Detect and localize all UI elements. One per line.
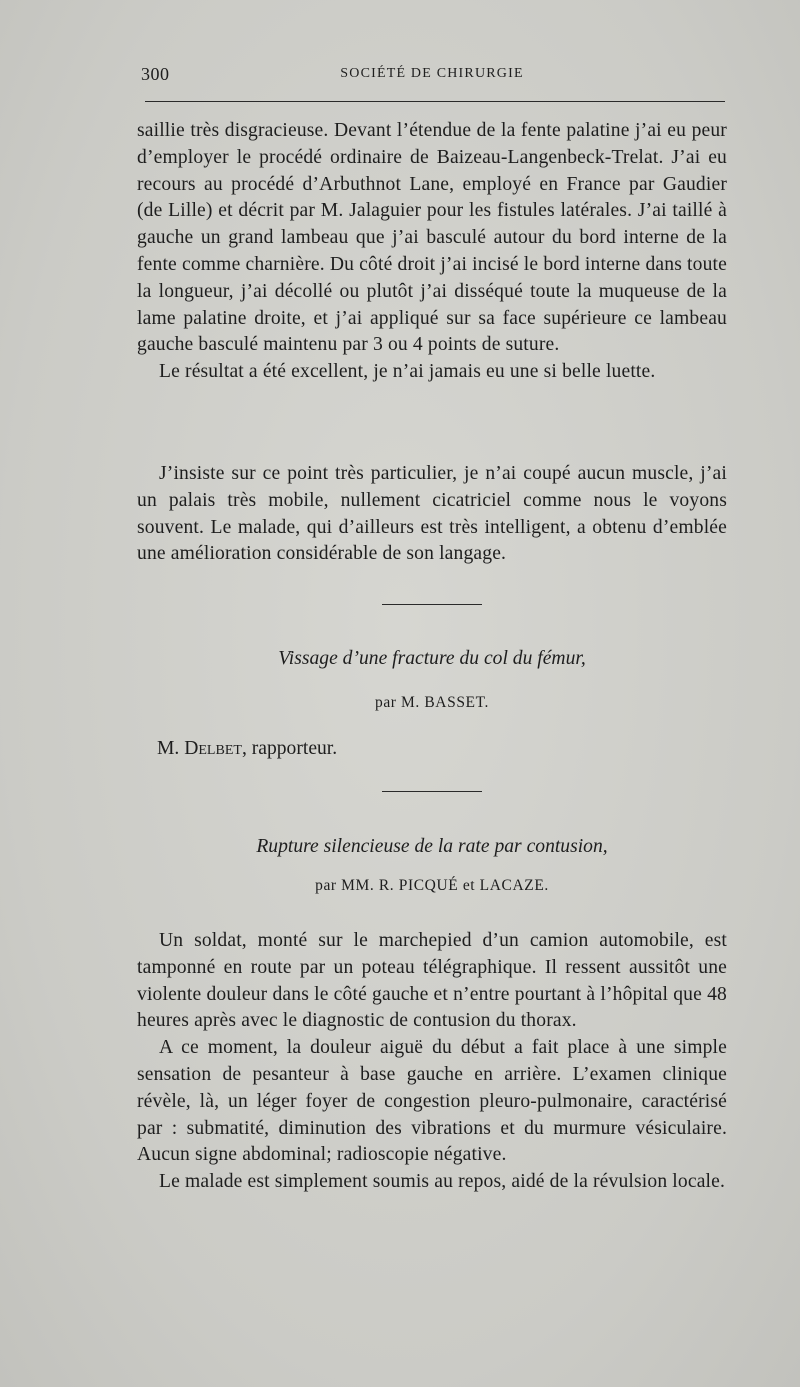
- paragraph: saillie très disgracieuse. Devant l’étendue de la fente palatine j’ai eu peur d’employer le procédé ordinaire de Baizeau-Langenbeck-Trelat. J’ai eu recours au procédé d’Arbuthnot Lane, employé en France par Gaudier (de Lille) et décrit par M. Jalaguier pour les fistules latérales. J’ai taillé à gauche un grand lambeau que j’ai basculé autour du bord interne de la fente comme charnière. Du côté droit j’ai incisé le bord interne dans toute la longueur, j’ai décollé ou plutôt j’ai disséqué toute la muqueuse de la lame palatine droite, et j’ai appliqué sur sa face supérieure ce lambeau gauche basculé maintenu par 3 ou 4 points de suture.: [137, 120, 727, 356]
- page-number: 300: [141, 64, 170, 84]
- page-header: [137, 64, 727, 88]
- article-title: Vissage d’une fracture du col du fémur,: [278, 648, 586, 669]
- article-title: Rupture silencieuse de la rate par contusion,: [256, 836, 608, 857]
- rapporteur-suffix: , rapporteur.: [241, 738, 338, 759]
- paragraph: A ce moment, la douleur aiguë du début a fait place à une simple sensation de pesanteur à base gauche en arrière. L’examen clinique révèle, là, un léger foyer de congestion pleuro-pulmonaire, caractérisé par : submatité, diminution des vibrations et du murmure vésiculaire. Aucun signe abdominal; radioscopie négative.: [137, 1037, 727, 1166]
- header-rule: [145, 101, 725, 102]
- article-byline: par M. BASSET.: [374, 694, 490, 711]
- running-title: SOCIÉTÉ DE CHIRURGIE: [340, 66, 524, 81]
- paragraph: Le malade est simplement soumis au repos, aidé de la révulsion locale.: [159, 1171, 726, 1193]
- rapporteur-prefix: M.: [157, 738, 185, 759]
- section1-closing-text: [137, 461, 727, 568]
- section-separator: [382, 604, 482, 605]
- paragraph: J’insiste sur ce point très particulier, je n’ai coupé aucun muscle, j’ai un palais très mobile, nullement cicatriciel comme nous le voyons souvent. Le malade, qui d’ailleurs est très intelligent, a obtenu d’emblée une amélioration considérable de son langage.: [137, 463, 727, 565]
- paragraph: Le résultat a été excellent, je n’ai jamais eu une si belle luette.: [159, 361, 656, 383]
- section1-text: [137, 118, 727, 386]
- paragraph: Un soldat, monté sur le marchepied d’un camion automobile, est tamponné en route par un poteau télégraphique. Il ressent aussitôt une violente douleur dans le côté gauche et n’entre pourtant à l’hôpital que 48 heures après avec le diagnostic de contusion du thorax.: [137, 930, 727, 1032]
- rapporteur-line: [157, 738, 337, 760]
- rapporteur-name: Delbet: [184, 738, 242, 759]
- article2-text: [137, 928, 727, 1196]
- section-separator: [382, 791, 482, 792]
- article-byline: par MM. R. PICQUÉ et LACAZE.: [315, 877, 549, 894]
